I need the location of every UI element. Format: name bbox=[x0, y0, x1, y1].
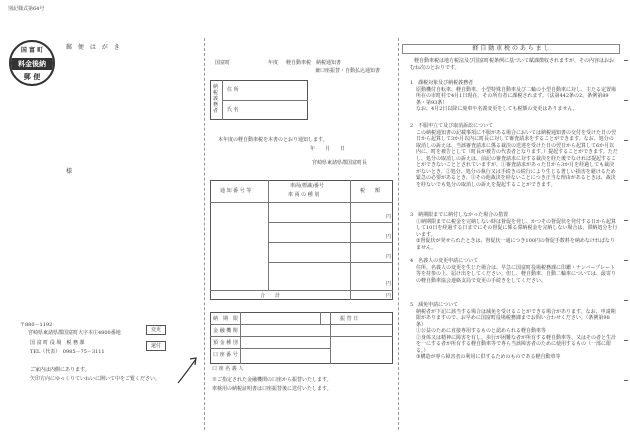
sender-postal-code: 〒880－1192 bbox=[20, 322, 53, 328]
col-plate-number: 車両(標識)番号 bbox=[290, 183, 324, 189]
fiscal-year-label: 年度 bbox=[268, 60, 279, 66]
municipality-label: 国富町 bbox=[215, 60, 231, 66]
section-2-body: この納税通知書の記載事項に不服がある場合においては納税通知書の交付を受けた日の翌日から起算して3か月以内に町長に対して審査請求をすることができます。なお、処分の取消しの訴えは、当該審査請求に係る裁決の送達を受けた日の翌日から起算して6か月以内に、町を被告として（町長が被告の代表者となります。）提起することができます。ただし、処分の取消しの訴えは、前記の審査請求に対する裁決を経た後でなければ提起することができないこととされていますが、①審査請求があった日から3か月を経過しても裁決がないとき、②処分、処分の執行又は手続きの続行により生じる著しい損害を避けるため緊急の必要があるとき、③その他裁決を経ないことにつき正当な理由があるときは、裁決を経ないでも処分の取消しの訴えを提起することができます。 bbox=[416, 129, 618, 188]
deadline-label: 納 期 限 bbox=[213, 316, 239, 322]
section-5-body: 納税者が下記に該当する場合は減免を受けることができる場合があります。なお、申請期限がありますので、お早めに国富町役場税務課までお問い合わせください。（条例第98条） ①公益のために直接専用するものと認められる軽自動車等 ②身体又は精神に障害を有し、歩行が困難な者が所有する軽自動車等、又はその者と生計を一にする者が所有する軽自動車等で専ら当該障害者のために使用するもの（一部に限る。） ③構造が専ら障害者の利用に供するためのものである軽自動車等 bbox=[416, 308, 617, 360]
open-note-2: 矢印方向にゆっくりていねいに開いて中をご覧ください。 bbox=[30, 376, 160, 382]
sender-office: 国 富 町 役 場 税 務 課 bbox=[30, 340, 85, 346]
section-1-body: 原動機付自転車、軽自動車、小型特殊自動車及び二輪の小型自動車に対し、主たる定置場所在の市町村で4月1日現在、その所有者に課税されます。（法第442条の2、条例第89条・第93条） なお、4月2日以降に廃車や名義変更をしても税額の変更はありません。 bbox=[416, 86, 617, 112]
col-vehicle-type: 車 両 の 種 別 bbox=[288, 192, 320, 198]
outline-section-2 bbox=[410, 123, 618, 188]
return-button[interactable]: 還付 bbox=[146, 341, 166, 351]
postcard-title: 郵 便 は が き bbox=[66, 44, 122, 51]
outline-section-4 bbox=[410, 258, 618, 284]
section-4-body: 住所、名義人の変更を生じた場合は、早急に国富町役場税務課に印鑑・ナンバープレート等を持参の上、届け出をしてください。但し、軽自動車、自動二輪車については、最寄りの軽自動車協会連絡支局で変更の手続きをしてください。 bbox=[416, 264, 616, 284]
outline-intro: 軽自動車税は地方税法及び国富町税条例に基づいて賦課徴収されますが、その内容はおおむね次のとおりです。 bbox=[410, 58, 615, 71]
yen-unit-2: 円 bbox=[386, 234, 392, 240]
footnote-1: ※ご指定された金融機関の口座から振替いたします。 bbox=[212, 377, 332, 383]
section-3-heading: 3 納期限までに納付しなかった場合の措置 bbox=[410, 212, 509, 218]
footnote-2: 車検用の納税証明書は口座振替後に送付いたします。 bbox=[212, 386, 332, 392]
notice-date: 年 月 日 bbox=[310, 146, 346, 152]
section-1-heading: 1 課税対象及び納税義務者 bbox=[410, 80, 474, 86]
section-2-heading: 2 不服申立て及び取消訴訟について bbox=[410, 123, 494, 129]
outline-section-3 bbox=[410, 212, 618, 251]
col-notice-number: 通 知 番 号 等 bbox=[220, 188, 252, 194]
transfer-date-label: 振 替 日 bbox=[340, 316, 359, 322]
account-number-label: 口 座 番 号 bbox=[213, 352, 238, 358]
total-yen-unit: 円 bbox=[386, 293, 392, 299]
total-label: 合 計 bbox=[260, 293, 281, 299]
open-note-1: ご家内は内側にあります。 bbox=[30, 367, 90, 373]
issuer-name: 宮崎県東諸県郡国富町長 bbox=[312, 160, 368, 166]
notice-title: 軽自動車税 納税通知書 bbox=[286, 60, 342, 66]
outline-section-5 bbox=[410, 302, 618, 361]
address-label: 住 所 bbox=[227, 87, 239, 93]
account-holder-label: 口 座 名 義 人 bbox=[212, 366, 244, 372]
notice-body-text: 本年度の軽自動車税を本書のとおり通知します。 bbox=[218, 137, 328, 143]
col-tax-amount: 税 額 bbox=[360, 188, 381, 194]
outline-title: 軽 自 動 車 税 の あ ら ま し bbox=[472, 45, 550, 52]
name-label: 氏 名 bbox=[227, 107, 239, 113]
fold-line-right bbox=[398, 38, 399, 430]
section-3-body: ①納期限までに税金を完納しない時は督促を発し、かつその督促状を発付する日から起算して10日を経過する日までにその督促に係る滞納税金を完納しない場合は、滞納処分を行います。 ②督促状が発せられたときは、督促状一通につき100円の督促手数料を納めなければなりません。 bbox=[416, 218, 618, 251]
addressee-suffix: 様 bbox=[66, 168, 73, 175]
yen-unit-1: 円 bbox=[386, 214, 392, 220]
account-type-label: 預 金 種 別 bbox=[213, 340, 238, 346]
form-number: 別記様式第64号 bbox=[8, 6, 45, 12]
sender-address: 宮崎県東諸県郡国富町大字本庄4800番地 bbox=[28, 330, 121, 336]
bank-label: 金 融 機 関 bbox=[213, 328, 238, 334]
yen-unit-4: 円 bbox=[386, 281, 392, 287]
section-4-heading: 4 名義人の変更申請について bbox=[410, 258, 479, 264]
open-arrow-icon bbox=[176, 355, 200, 385]
outline-section-1 bbox=[410, 80, 618, 113]
section-5-heading: 5 減免申請について bbox=[410, 302, 459, 308]
change-button[interactable]: 変更 bbox=[146, 325, 166, 335]
yen-unit-3: 円 bbox=[386, 254, 392, 260]
sender-tel: TEL（代表） 0985－75－3111 bbox=[30, 349, 105, 355]
taxpayer-label: 納税義務者 bbox=[213, 84, 219, 114]
fold-line-left bbox=[204, 38, 205, 430]
postage-stamp-mark: 国 富 町 料金後納 郵 便 bbox=[9, 40, 55, 86]
notice-subtitle: 兼口座振替・自動払込通知書 bbox=[315, 68, 381, 74]
